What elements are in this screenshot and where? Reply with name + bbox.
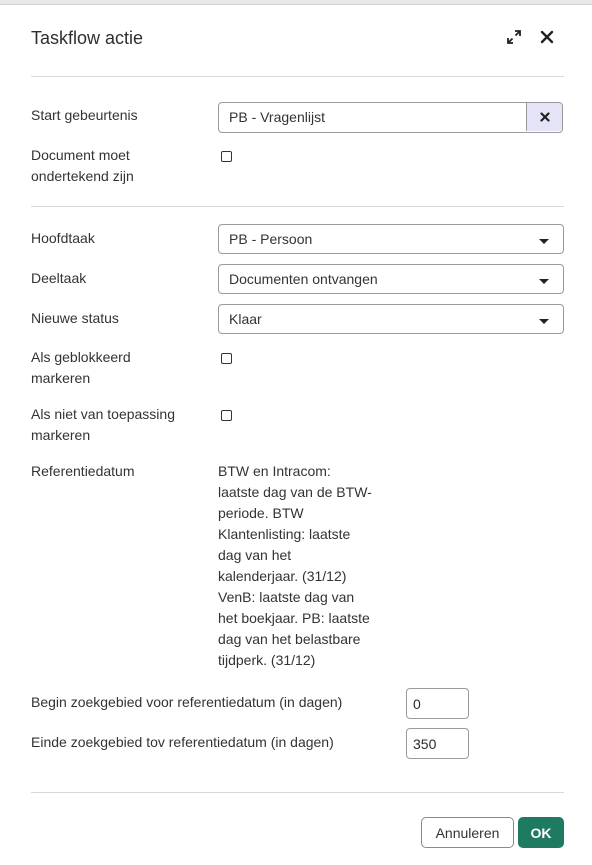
section-divider xyxy=(31,206,564,207)
document-signed-label xyxy=(31,145,134,187)
new-status-value: Klaar xyxy=(229,311,262,327)
reference-date-line: VenB: laatste dag van xyxy=(218,589,355,605)
mark-blocked-label xyxy=(31,347,131,389)
expand-icon[interactable] xyxy=(504,27,524,47)
search-start-input[interactable] xyxy=(406,688,469,719)
close-icon[interactable] xyxy=(537,27,557,47)
search-start-value: 0 xyxy=(413,696,421,712)
main-task-select[interactable] xyxy=(218,224,564,254)
mark-blocked-checkbox[interactable] xyxy=(221,353,232,364)
mark-not-applicable-label xyxy=(31,404,175,446)
background-window-strip xyxy=(0,0,592,5)
mark-not-applicable-checkbox[interactable] xyxy=(221,410,232,421)
mark-blocked-label-line2: markeren xyxy=(31,370,91,386)
ok-button[interactable]: OK xyxy=(518,817,564,848)
search-end-value: 350 xyxy=(413,736,437,752)
footer-divider xyxy=(31,792,564,793)
subtask-select[interactable] xyxy=(218,264,564,294)
search-start-label: Begin zoekgebied voor referentiedatum (in dagen) xyxy=(31,694,343,710)
reference-date-line: Klantenlisting: laatste xyxy=(218,526,351,542)
subtask-label: Deeltaak xyxy=(31,270,87,286)
main-task-label: Hoofdtaak xyxy=(31,230,95,246)
mark-not-applicable-label-line1: Als niet van toepassing xyxy=(31,406,175,422)
start-event-field[interactable] xyxy=(218,102,563,133)
search-end-input[interactable] xyxy=(406,728,469,759)
subtask-value: Documenten ontvangen xyxy=(229,271,378,287)
main-task-value: PB - Persoon xyxy=(229,231,313,247)
start-event-value: PB - Vragenlijst xyxy=(229,109,325,125)
new-status-select[interactable] xyxy=(218,304,564,334)
chevron-down-icon xyxy=(539,319,549,324)
document-signed-checkbox[interactable] xyxy=(221,151,232,162)
reference-date-line: BTW en Intracom: xyxy=(218,463,331,479)
search-end-label: Einde zoekgebied tov referentiedatum (in dagen) xyxy=(31,734,334,750)
start-event-label: Start gebeurtenis xyxy=(31,107,138,123)
reference-date-description xyxy=(218,461,388,671)
mark-blocked-label-line1: Als geblokkeerd xyxy=(31,349,131,365)
reference-date-label: Referentiedatum xyxy=(31,463,135,479)
dialog-title: Taskflow actie xyxy=(31,28,144,48)
mark-not-applicable-label-line2: markeren xyxy=(31,427,91,443)
reference-date-line: het boekjaar. PB: laatste xyxy=(218,610,370,626)
reference-date-line: dag van het belastbare xyxy=(218,631,361,647)
document-signed-label-line1: Document moet xyxy=(31,147,130,163)
reference-date-line: kalenderjaar. (31/12) xyxy=(218,568,347,584)
reference-date-line: periode. BTW xyxy=(218,505,304,521)
reference-date-line: tijdperk. (31/12) xyxy=(218,652,316,668)
reference-date-line: dag van het xyxy=(218,547,292,563)
chevron-down-icon xyxy=(539,239,549,244)
reference-date-line: laatste dag van de BTW- xyxy=(218,484,372,500)
clear-start-event-button[interactable] xyxy=(526,103,562,131)
header-divider xyxy=(31,76,564,77)
clear-icon xyxy=(540,112,550,122)
chevron-down-icon xyxy=(539,279,549,284)
document-signed-label-line2: ondertekend zijn xyxy=(31,168,134,184)
cancel-button[interactable]: Annuleren xyxy=(421,817,514,848)
new-status-label: Nieuwe status xyxy=(31,310,119,326)
